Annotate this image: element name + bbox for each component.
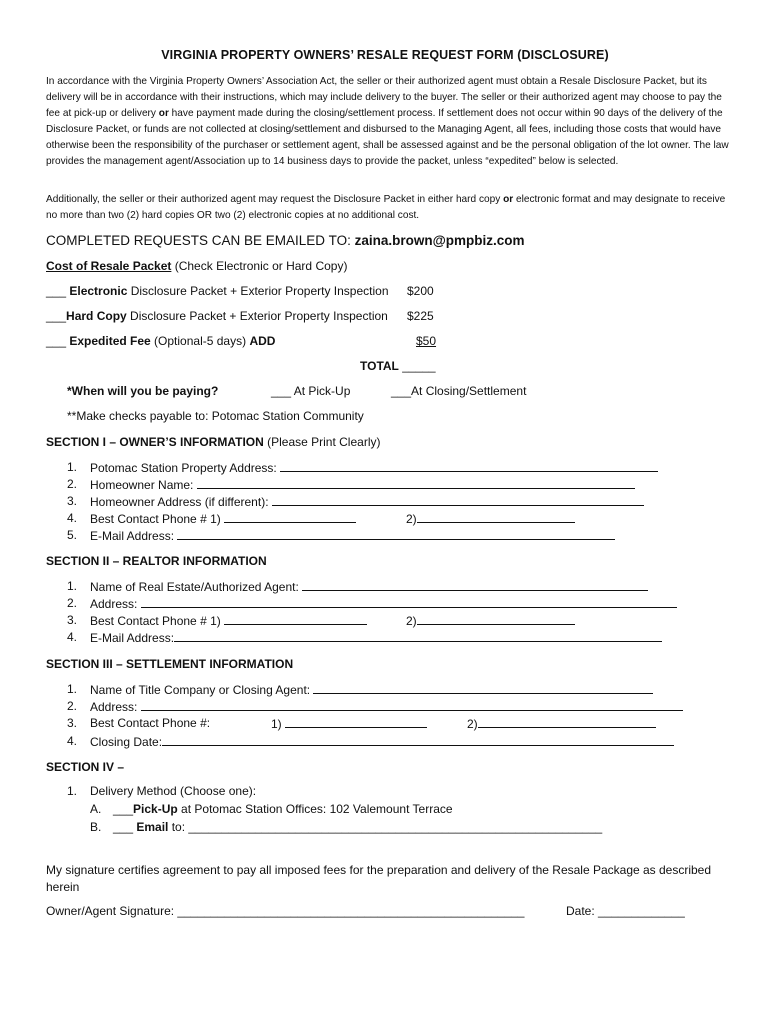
field-label: Best Contact Phone # 1) [90, 512, 225, 526]
expedited-price: $50 [416, 334, 437, 348]
section-2-heading: SECTION II – REALTOR INFORMATION [46, 554, 267, 568]
total-label: TOTAL [360, 359, 399, 373]
homeowner-name-field[interactable] [90, 477, 635, 492]
field-line[interactable] [224, 511, 356, 523]
field-line[interactable] [272, 494, 644, 506]
hard-copy-option[interactable] [46, 309, 388, 323]
signature-line[interactable]: ____________________________________________________ [177, 904, 525, 918]
field-line[interactable] [197, 477, 635, 489]
section-1-note: (Please Print Clearly) [263, 435, 381, 449]
agent-phone-2-field[interactable] [406, 613, 575, 628]
intro-paragraph-1 [46, 74, 730, 170]
section-3-heading: SECTION III – SETTLEMENT INFORMATION [46, 657, 294, 671]
expedited-option[interactable] [46, 334, 275, 348]
owner-email-field[interactable] [90, 528, 615, 543]
intro-or: or [158, 108, 169, 119]
field-label: 2) [406, 614, 417, 628]
field-label: 2) [406, 512, 417, 526]
option-desc: Disclosure Packet + Exterior Property Inspection [126, 309, 388, 323]
field-line[interactable] [302, 579, 648, 591]
item-number: 5. [67, 528, 78, 542]
electronic-price: $200 [407, 284, 434, 298]
option-letter: B. [90, 820, 102, 834]
agent-email-field[interactable] [90, 630, 662, 645]
field-label: Address: [90, 597, 141, 611]
title-company-field[interactable] [90, 682, 653, 697]
pay-at-pickup[interactable]: ___ At Pick-Up [271, 384, 351, 398]
intro-text: In accordance with the Virginia Property Owners’ Association Act, the seller or their authorized agent must obtain a Resale Disclosure Packet, but its delivery will be in accordance with their instructions, which may include delivery to the buyer. The seller or their authorized agent may choose to pay the fee at pick-up or delivery [46, 76, 722, 119]
field-line[interactable] [417, 511, 575, 523]
homeowner-address-field[interactable] [90, 494, 644, 509]
field-label: 1) [271, 717, 286, 731]
item-number: 2. [67, 699, 78, 713]
date-label: Date: [566, 904, 599, 918]
cost-heading-note: (Check Electronic or Hard Copy) [171, 259, 348, 273]
field-label: Potomac Station Property Address: [90, 461, 281, 475]
signature-field[interactable] [46, 904, 524, 918]
item-number: 2. [67, 596, 78, 610]
field-line[interactable] [177, 528, 615, 540]
signature-label: Owner/Agent Signature: [46, 904, 178, 918]
option-label: Expedited Fee [69, 334, 151, 348]
checkbox-blank[interactable]: ___ [113, 820, 137, 834]
field-line[interactable] [478, 716, 656, 728]
item-number: 1. [67, 784, 78, 798]
hard-copy-price: $225 [407, 309, 434, 323]
field-line[interactable] [141, 596, 677, 608]
section-1-heading [46, 435, 380, 449]
field-label: E-Mail Address: [90, 631, 175, 645]
field-line[interactable] [174, 630, 662, 642]
option-desc: at Potomac Station Offices: 102 Valemount Terrace [177, 802, 453, 816]
checks-payable: **Make checks payable to: Potomac Station Community [67, 409, 364, 423]
item-number: 3. [67, 494, 78, 508]
section-4-heading: SECTION IV – [46, 760, 125, 774]
agent-phone-field[interactable] [90, 613, 367, 628]
settlement-phone-label: Best Contact Phone #: [90, 716, 211, 730]
settlement-phone-1-field[interactable] [271, 716, 427, 731]
email-label: COMPLETED REQUESTS CAN BE EMAILED TO: [46, 233, 355, 248]
checkbox-blank[interactable]: ___ [113, 802, 134, 816]
checkbox-blank[interactable]: ___ [46, 309, 67, 323]
field-label: Best Contact Phone # 1) [90, 614, 225, 628]
field-label: Address: [90, 700, 141, 714]
option-label: Pick-Up [133, 802, 178, 816]
total-line [360, 359, 436, 373]
item-number: 4. [67, 511, 78, 525]
owner-phone-field[interactable] [90, 511, 356, 526]
email-address[interactable]: zaina.brown@pmpbiz.com [354, 233, 525, 248]
item-number: 1. [67, 460, 78, 474]
checkbox-blank[interactable]: ___ [46, 334, 70, 348]
agent-name-field[interactable] [90, 579, 648, 594]
field-line[interactable] [417, 613, 575, 625]
option-add: ADD [249, 334, 276, 348]
property-address-field[interactable] [90, 460, 658, 475]
item-number: 2. [67, 477, 78, 491]
pickup-option[interactable] [113, 802, 453, 816]
field-label: 2) [467, 717, 478, 731]
field-line[interactable] [313, 682, 653, 694]
field-label: Name of Title Company or Closing Agent: [90, 683, 314, 697]
checkbox-blank[interactable]: ___ [46, 284, 70, 298]
agent-address-field[interactable] [90, 596, 677, 611]
form-title: VIRGINIA PROPERTY OWNERS’ RESALE REQUEST FORM (DISCLOSURE) [161, 48, 609, 62]
intro-paragraph-2 [46, 192, 730, 224]
option-desc: Disclosure Packet + Exterior Property Inspection [127, 284, 389, 298]
field-label: Homeowner Name: [90, 478, 197, 492]
email-option[interactable] [113, 820, 602, 834]
item-number: 3. [67, 613, 78, 627]
electronic-option[interactable] [46, 284, 389, 298]
pay-at-closing[interactable]: ___At Closing/Settlement [391, 384, 527, 398]
field-line[interactable] [224, 613, 367, 625]
cost-heading [46, 259, 347, 273]
field-label: Closing Date: [90, 735, 163, 749]
field-line[interactable] [141, 699, 683, 711]
option-desc: (Optional-5 days) [150, 334, 250, 348]
cost-heading-title: Cost of Resale Packet [46, 259, 172, 273]
option-desc[interactable]: to: ______________________________________________________________ [168, 820, 603, 834]
option-label: Electronic [69, 284, 128, 298]
date-line[interactable]: _____________ [598, 904, 685, 918]
section-1-title: SECTION I – OWNER’S INFORMATION [46, 435, 264, 449]
field-label: E-Mail Address: [90, 529, 178, 543]
total-blank[interactable]: _____ [398, 359, 436, 373]
date-field[interactable] [566, 904, 685, 918]
item-number: 4. [67, 734, 78, 748]
option-label: Hard Copy [66, 309, 127, 323]
item-number: 1. [67, 579, 78, 593]
item-number: 4. [67, 630, 78, 644]
settlement-address-field[interactable] [90, 699, 683, 714]
item-number: 1. [67, 682, 78, 696]
field-label: Name of Real Estate/Authorized Agent: [90, 580, 303, 594]
field-line[interactable] [280, 460, 658, 472]
intro-or: or [503, 194, 514, 205]
option-letter: A. [90, 802, 102, 816]
item-number: 3. [67, 716, 78, 730]
field-line[interactable] [162, 734, 674, 746]
owner-phone-2-field[interactable] [406, 511, 575, 526]
field-label: Homeowner Address (if different): [90, 495, 272, 509]
field-line[interactable] [285, 716, 427, 728]
delivery-method-label: Delivery Method (Choose one): [90, 784, 257, 798]
settlement-phone-2-field[interactable] [467, 716, 656, 731]
intro-text: electronic format and may designate to receive no more than two (2) hard copies OR two (2) electronic copies at no additional cost. [46, 194, 726, 221]
closing-date-field[interactable] [90, 734, 674, 749]
intro-text: have payment made during the closing/settlement process. If settlement does not occur within 90 days of the delivery of the Disclosure Packet, or funds are not collected at closing/settlement and disbursed to the Managing Agent, all fees, including those costs that would have otherwise been the responsibility of the purchaser or settlement agent, shall be assessed against and be the personal obligation of the lot owner. The law provides the management agent/Association up to 14 business days to provide the packet, unless “expedited” below is selected. [46, 108, 729, 167]
option-label: Email [136, 820, 169, 834]
email-instruction [46, 233, 525, 248]
intro-text: Additionally, the seller or their authorized agent may request the Disclosure Packet in either hard copy [46, 194, 504, 205]
signature-statement: My signature certifies agreement to pay all imposed fees for the preparation and delivery of the Resale Package as described herein [46, 863, 712, 894]
paying-question: *When will you be paying? [67, 384, 219, 398]
